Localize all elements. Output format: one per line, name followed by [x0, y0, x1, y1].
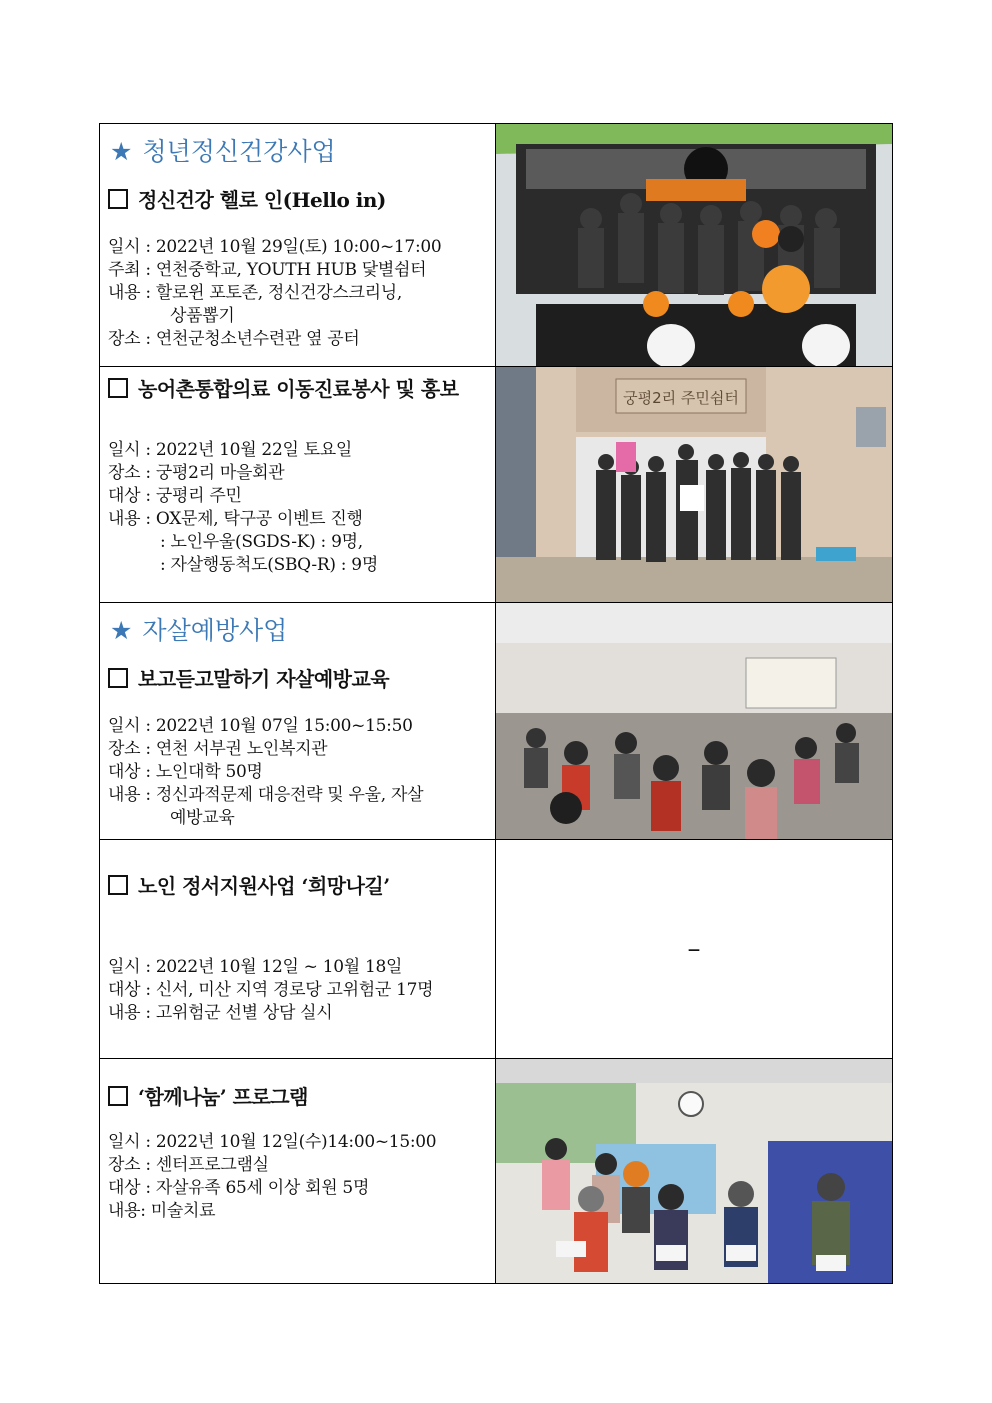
halloween-photo [496, 124, 892, 366]
checkbox-icon [108, 668, 128, 688]
detail-line: 장소 : 센터프로그램실 [108, 1155, 269, 1175]
detail-line: 내용 : OX문제, 탁구공 이벤트 진행 [108, 509, 363, 529]
detail-line: 상품뽑기 [170, 306, 235, 326]
detail-line: 장소 : 궁평2리 마을회관 [108, 463, 285, 483]
checkbox-icon [108, 875, 128, 895]
activity-text-cell [100, 367, 496, 603]
detail-line: 대상 : 신서, 미산 지역 경로당 고위험군 17명 [108, 980, 434, 1000]
detail-line: : 노인우울(SGDS-K) : 9명, [160, 532, 363, 552]
program-room-photo [496, 1059, 892, 1283]
detail-line: 일시 : 2022년 10월 29일(토) 10:00~17:00 [108, 237, 442, 257]
detail-line: 예방교육 [170, 808, 235, 828]
section-heading-text: 청년정신건강사업 [142, 137, 336, 166]
activity-row [100, 840, 893, 1059]
detail-line: 대상 : 자살유족 65세 이상 회원 5명 [108, 1178, 370, 1198]
detail-line: 장소 : 연천 서부권 노인복지관 [108, 739, 328, 759]
checkbox-icon [108, 189, 128, 209]
item-title-text: 보고듣고말하기 자살예방교육 [138, 667, 390, 691]
item-title [108, 375, 489, 403]
photo-cell [496, 124, 893, 367]
checkbox-icon [108, 1086, 128, 1106]
detail-line: : 자살행동척도(SBQ-R) : 9명 [160, 555, 378, 575]
detail-line: 일시 : 2022년 10월 12일(수)14:00~15:00 [108, 1132, 437, 1152]
item-title-text: ‘함께나눔’ 프로그램 [138, 1085, 308, 1109]
item-title-text: 정신건강 헬로 인(Hello in) [138, 188, 386, 212]
section-heading-text: 자살예방사업 [142, 616, 288, 645]
activity-row [100, 367, 893, 603]
item-title [108, 665, 489, 693]
photo-cell [496, 1059, 893, 1284]
village-hall-photo [496, 367, 892, 602]
no-photo-dash: – [687, 934, 701, 964]
photo-cell [496, 603, 893, 840]
section-heading [110, 136, 489, 168]
checkbox-icon [108, 378, 128, 398]
detail-line: 일시 : 2022년 10월 12일 ~ 10월 18일 [108, 957, 403, 977]
detail-line: 대상 : 노인대학 50명 [108, 762, 263, 782]
lecture-hall-photo [496, 603, 892, 839]
item-title [108, 1083, 489, 1111]
activity-text-cell [100, 603, 496, 840]
photo-cell [496, 367, 893, 603]
detail-line: 내용 : 할로윈 포토존, 정신건강스크리닝, [108, 283, 403, 303]
activity-table [99, 123, 893, 1284]
detail-line: 장소 : 연천군청소년수련관 옆 공터 [108, 329, 360, 349]
item-title [108, 872, 489, 900]
item-title-text: 농어촌통합의료 이동진료봉사 및 홍보 [138, 377, 459, 401]
activity-row [100, 1059, 893, 1284]
detail-line: 대상 : 궁평리 주민 [108, 486, 242, 506]
section-heading [110, 615, 489, 647]
detail-line: 주최 : 연천중학교, YOUTH HUB 닻별쉼터 [108, 260, 427, 280]
item-title-text: 노인 정서지원사업 ‘희망나길’ [138, 874, 390, 898]
item-title [108, 186, 489, 214]
activity-text-cell [100, 1059, 496, 1284]
detail-line: 내용: 미술치료 [108, 1201, 216, 1221]
star-icon: ★ [110, 137, 133, 166]
activity-row [100, 603, 893, 840]
detail-line: 내용 : 정신과적문제 대응전략 및 우울, 자살 [108, 785, 424, 805]
activity-text-cell [100, 124, 496, 367]
hall-sign: 궁평2리 주민쉼터 [623, 389, 739, 407]
no-photo-cell [496, 840, 893, 1059]
detail-line: 일시 : 2022년 10월 07일 15:00~15:50 [108, 716, 413, 736]
star-icon: ★ [110, 616, 133, 645]
activity-row [100, 124, 893, 367]
detail-line: 일시 : 2022년 10월 22일 토요일 [108, 440, 353, 460]
detail-line: 내용 : 고위험군 선별 상담 실시 [108, 1003, 333, 1023]
activity-text-cell [100, 840, 496, 1059]
